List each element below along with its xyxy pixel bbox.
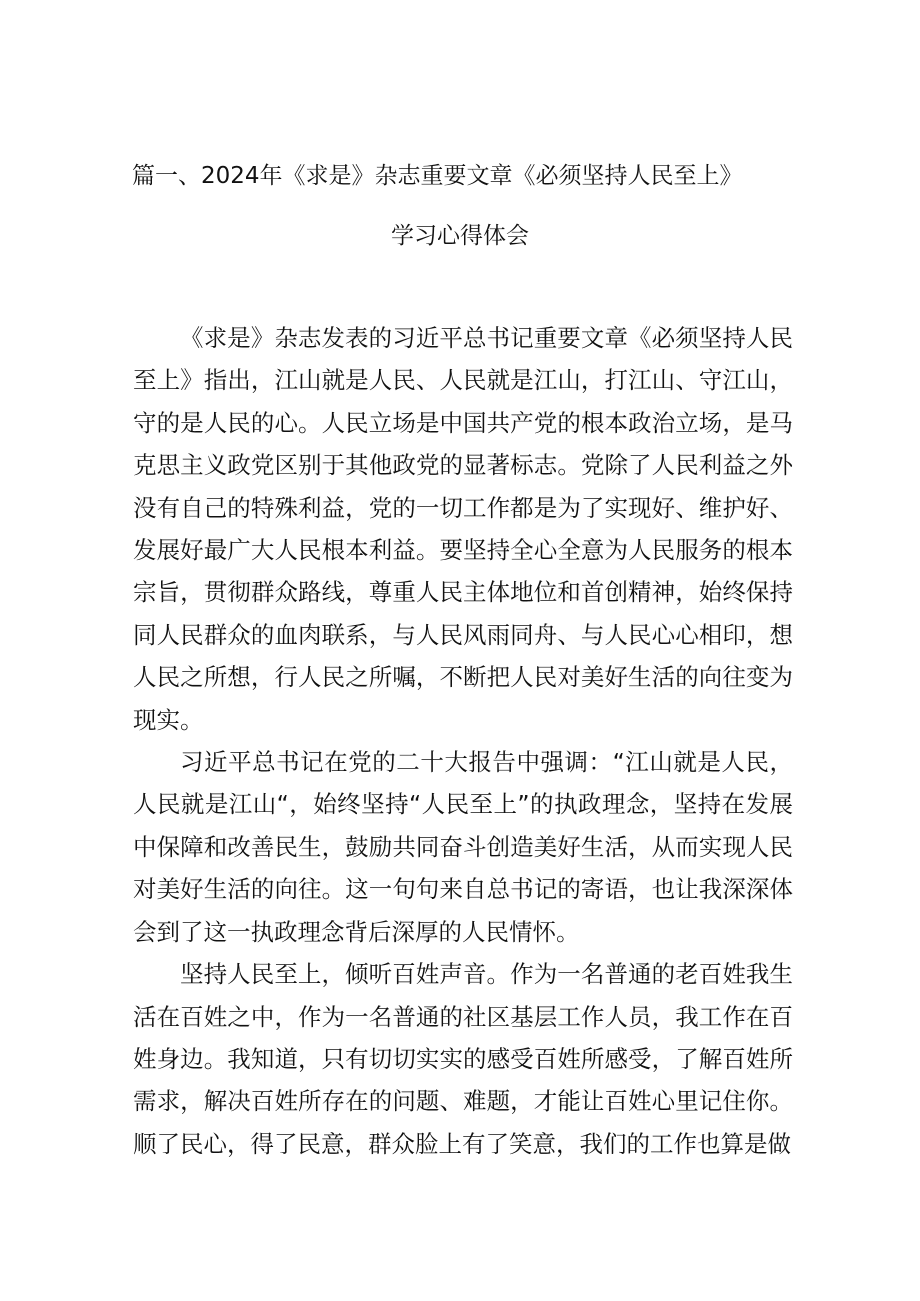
paragraph: 坚持人民至上，倾听百姓声音。作为一名普通的老百姓我生活在百姓之中，作为一名普通的社区基层工作人员，我工作在百姓身边。我知道，只有切切实实的感受百姓所感受，了解百姓所需求，解决百姓所存在的问题、难题，才能让百姓心里记住你。顺了民心，得了民意，群众脸上有了笑意，我们的工作也算是做 bbox=[133, 960, 793, 1158]
document-subtitle: 学习心得体会 bbox=[391, 223, 529, 249]
paragraph: 习近平总书记在党的二十大报告中强调：“江山就是人民，人民就是江山“，始终坚持“人民至上”的执政理念，坚持在发展中保障和改善民生，鼓励共同奋斗创造美好生活，从而实现人民对美好生活的向往。这一句句来自总书记的寄语，也让我深深体会到了这一执政理念背后深厚的人民情怀。 bbox=[133, 748, 793, 946]
document-body bbox=[133, 317, 793, 1165]
document-title: 篇一、2024年《求是》杂志重要文章《必须坚持人民至上》 bbox=[132, 163, 743, 189]
paragraph: 《求是》杂志发表的习近平总书记重要文章《必须坚持人民至上》指出，江山就是人民、人民就是江山，打江山、守江山，守的是人民的心。人民立场是中国共产党的根本政治立场，是马克思主义政党区别于其他政党的显著标志。党除了人民利益之外没有自己的特殊利益，党的一切工作都是为了实现好、维护好、发展好最广大人民根本利益。要坚持全心全意为人民服务的根本宗旨，贯彻群众路线，尊重人民主体地位和首创精神，始终保持同人民群众的血肉联系，与人民风雨同舟、与人民心心相印，想人民之所想，行人民之所嘱，不断把人民对美好生活的向往变为现实。 bbox=[133, 324, 793, 734]
